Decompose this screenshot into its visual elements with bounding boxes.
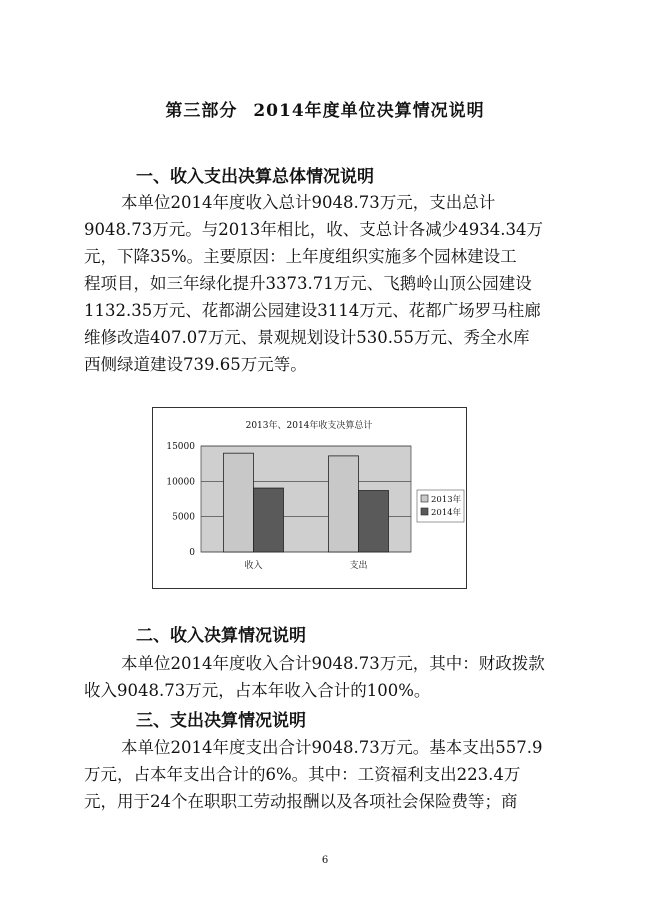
paragraph-line: 1132.35万元、花都湖公园建设3114万元、花都广场罗马柱廊 <box>84 301 541 320</box>
paragraph-line: 收入9048.73万元，占本年收入合计的100%。 <box>84 681 431 700</box>
bar-chart <box>152 407 467 589</box>
bar-0-0 <box>224 453 254 552</box>
page-title <box>0 96 650 121</box>
page-number: 6 <box>321 855 329 866</box>
chart-title: 2013年、2014年收支决算总计 <box>245 421 373 431</box>
title-main: 2014年度单位决算情况说明 <box>253 101 485 121</box>
paragraph-line: 本单位2014年度支出合计9048.73万元。基本支出557.9 <box>121 738 543 757</box>
paragraph-line: 万元，占本年支出合计的6%。其中：工资福利支出223.4万 <box>84 765 521 784</box>
y-tick-label: 5000 <box>172 512 195 523</box>
x-tick-label: 支出 <box>349 561 368 571</box>
y-tick-label: 15000 <box>166 442 195 452</box>
section-heading-2: 二、收入决算情况说明 <box>136 626 306 646</box>
bar-1-0 <box>329 456 359 552</box>
legend-swatch <box>421 495 428 502</box>
x-tick-label: 收入 <box>244 561 263 571</box>
section-1-paragraph <box>84 189 564 378</box>
legend-label: 2014年 <box>431 508 462 518</box>
paragraph-line: 程项目，如三年绿化提升3373.71万元、飞鹅岭山顶公园建设 <box>84 274 532 293</box>
title-part: 第三部分 <box>165 101 238 121</box>
paragraph-line: 元，下降35%。主要原因：上年度组织实施多个园林建设工 <box>84 247 517 266</box>
y-tick-label: 0 <box>189 548 195 558</box>
section-heading-3: 三、支出决算情况说明 <box>136 711 306 731</box>
bar-0-1 <box>254 488 284 552</box>
y-tick-label: 10000 <box>166 477 195 488</box>
chart-svg <box>153 408 466 588</box>
legend-swatch <box>421 508 428 515</box>
chart-plot <box>166 442 464 571</box>
paragraph-line: 维修改造407.07万元、景观规划设计530.55万元、秀全水库 <box>84 328 530 347</box>
paragraph-line: 西侧绿道建设739.65万元等。 <box>84 355 307 374</box>
bar-1-1 <box>359 491 389 552</box>
paragraph-line: 本单位2014年度收入总计9048.73万元，支出总计 <box>121 193 496 212</box>
legend-label: 2013年 <box>431 495 462 505</box>
section-2-paragraph <box>84 650 564 704</box>
paragraph-line: 本单位2014年度收入合计9048.73万元，其中：财政拨款 <box>121 654 545 673</box>
paragraph-line: 元，用于24个在职职工劳动报酬以及各项社会保险费等；商 <box>84 792 518 811</box>
section-3-paragraph <box>84 734 564 815</box>
paragraph-line: 9048.73万元。与2013年相比，收、支总计各减少4934.34万 <box>84 220 543 239</box>
section-heading-1: 一、收入支出决算总体情况说明 <box>136 167 374 187</box>
